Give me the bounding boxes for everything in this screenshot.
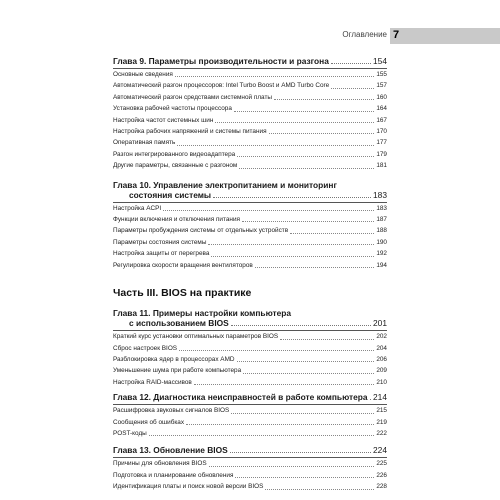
toc-entry[interactable] bbox=[113, 103, 387, 114]
toc-entry-page: 194 bbox=[376, 261, 387, 269]
toc-entry-page: 206 bbox=[376, 355, 387, 363]
toc-entry-title: POST-коды bbox=[113, 429, 147, 437]
toc-entry[interactable] bbox=[113, 481, 387, 492]
toc-entry-title: Другие параметры, связанные с разгоном bbox=[113, 162, 238, 170]
chapter-12 bbox=[113, 392, 387, 439]
chapter-page: 224 bbox=[373, 445, 387, 456]
toc-entry-page: 187 bbox=[376, 216, 387, 224]
toc-entry[interactable] bbox=[113, 237, 387, 248]
toc-entry-title: Настройка рабочих напряжений и системы питания bbox=[113, 128, 267, 136]
chapter-title-cont: с использованием BIOS bbox=[129, 318, 229, 329]
chapter-page: 183 bbox=[373, 189, 387, 200]
chapter-10-heading[interactable]: Глава 10. Управление электропитанием и мониторинг bbox=[113, 179, 337, 190]
toc-entry-title: Подготовка и планирование обновления bbox=[113, 471, 234, 479]
chapter-title-cont: состояния системы bbox=[129, 189, 212, 200]
chapter-11-heading-cont[interactable] bbox=[113, 318, 387, 328]
toc-entry[interactable] bbox=[113, 214, 387, 225]
toc-entry[interactable] bbox=[113, 160, 387, 171]
toc-entry-title: Сообщения об ошибках bbox=[113, 418, 185, 426]
leader-dots bbox=[211, 256, 374, 257]
chapter-11-heading[interactable]: Глава 11. Примеры настройки компьютера bbox=[113, 308, 292, 319]
leader-dots bbox=[208, 244, 374, 245]
toc-entry-page: 167 bbox=[376, 116, 387, 124]
chapter-10-heading-cont[interactable] bbox=[113, 190, 387, 200]
toc-entry-page: 219 bbox=[376, 418, 387, 426]
toc-entry-title: Автоматический разгон процессоров: Intel Turbo Boost и AMD Turbo Core bbox=[113, 82, 330, 90]
toc-entry-page: 179 bbox=[376, 150, 387, 158]
toc-entry-title: Идентификация платы и поиск новой версии BIOS bbox=[113, 483, 264, 491]
leader-dots bbox=[231, 413, 374, 414]
leader-dots bbox=[163, 210, 374, 211]
toc-entry-page: 164 bbox=[376, 105, 387, 113]
toc-entry-page: 177 bbox=[376, 139, 387, 147]
toc-entry-page: 192 bbox=[376, 250, 387, 258]
chapter-10 bbox=[113, 180, 387, 271]
toc-entry[interactable] bbox=[113, 377, 387, 388]
chapter-title: Глава 13. Обновление BIOS bbox=[113, 445, 228, 456]
chapter-page: 201 bbox=[373, 318, 387, 329]
toc-entry-title: Оперативная память bbox=[113, 139, 176, 147]
chapter-11-items bbox=[113, 331, 387, 388]
leader-dots bbox=[230, 452, 371, 453]
toc-entry-title: Параметры состояния системы bbox=[113, 238, 207, 246]
toc-entry[interactable] bbox=[113, 365, 387, 376]
toc-entry-page: 228 bbox=[376, 483, 387, 491]
toc-entry[interactable] bbox=[113, 80, 387, 91]
chapter-10-items bbox=[113, 203, 387, 271]
toc-entry[interactable] bbox=[113, 428, 387, 439]
toc-entry-title: Краткий курс установки оптимальных параметров BIOS bbox=[113, 333, 279, 341]
toc-entry-page: 170 bbox=[376, 128, 387, 136]
leader-dots bbox=[370, 399, 371, 400]
leader-dots bbox=[269, 133, 375, 134]
leader-dots bbox=[243, 373, 374, 374]
toc-entry-page: 181 bbox=[376, 162, 387, 170]
toc-entry-title: Настройка ACPI bbox=[113, 204, 162, 212]
chapter-11 bbox=[113, 308, 387, 388]
toc-entry-page: 183 bbox=[376, 204, 387, 212]
leader-dots bbox=[175, 76, 374, 77]
toc-entry-title: Расшифровка звуковых сигналов BIOS bbox=[113, 407, 230, 415]
toc-entry-title: Разгон интегрированного видеоадаптера bbox=[113, 150, 236, 158]
toc-entry-title: Функции включения и отключения питания bbox=[113, 216, 240, 224]
leader-dots bbox=[237, 361, 375, 362]
toc-entry-title: Сброс настроек BIOS bbox=[113, 344, 178, 352]
toc-entry-title: Основные сведения bbox=[113, 71, 173, 78]
page-header bbox=[0, 28, 500, 44]
leader-dots bbox=[149, 435, 375, 436]
leader-dots bbox=[265, 489, 374, 490]
leader-dots bbox=[331, 63, 371, 64]
leader-dots bbox=[242, 221, 374, 222]
toc-entry-page: 222 bbox=[376, 429, 387, 437]
page-number: 7 bbox=[393, 29, 400, 41]
toc-entry-page: 210 bbox=[376, 378, 387, 386]
chapter-13 bbox=[113, 445, 387, 492]
leader-dots bbox=[213, 197, 371, 198]
leader-dots bbox=[179, 350, 374, 351]
toc-entry-title: Параметры пробуждения системы от отдельных устройств bbox=[113, 227, 289, 235]
leader-dots bbox=[194, 384, 375, 385]
section-label: Оглавление bbox=[342, 30, 387, 39]
leader-dots bbox=[231, 325, 371, 326]
toc-entry-title: Установка рабочей частоты процессора bbox=[113, 105, 232, 113]
leader-dots bbox=[209, 466, 375, 467]
toc-entry[interactable] bbox=[113, 137, 387, 148]
chapter-page: 154 bbox=[373, 56, 387, 66]
toc-entry[interactable] bbox=[113, 149, 387, 160]
toc-entry-page: 215 bbox=[376, 407, 387, 415]
toc-entry-page: 155 bbox=[376, 71, 387, 78]
leader-dots bbox=[215, 122, 374, 123]
toc-entry-page: 190 bbox=[376, 238, 387, 246]
toc-entry[interactable] bbox=[113, 354, 387, 365]
toc-entry-title: Разблокировка ядер в процессорах AMD bbox=[113, 355, 235, 363]
leader-dots bbox=[331, 88, 374, 89]
toc-entry[interactable] bbox=[113, 248, 387, 259]
chapter-9 bbox=[113, 56, 387, 172]
chapter-13-heading[interactable] bbox=[113, 445, 387, 455]
leader-dots bbox=[274, 99, 374, 100]
toc-entry-page: 204 bbox=[376, 344, 387, 352]
toc-entry-title: Автоматический разгон средствами системной платы bbox=[113, 93, 272, 101]
toc-entry-title: Настройка частот системных шин bbox=[113, 116, 214, 124]
toc-entry-page: 157 bbox=[376, 82, 387, 90]
leader-dots bbox=[235, 477, 374, 478]
toc-entry[interactable] bbox=[113, 331, 387, 342]
toc-entry[interactable] bbox=[113, 203, 387, 214]
toc-entry-page: 188 bbox=[376, 227, 387, 235]
toc-entry[interactable] bbox=[113, 405, 387, 416]
toc-entry[interactable] bbox=[113, 69, 387, 80]
chapter-12-heading[interactable] bbox=[113, 392, 387, 402]
toc-entry[interactable] bbox=[113, 417, 387, 428]
chapter-9-heading[interactable] bbox=[113, 56, 387, 66]
toc-entry-title: Настройка RAID-массивов bbox=[113, 378, 192, 386]
part-title: Часть III. BIOS на практике bbox=[113, 287, 252, 300]
toc-entry-page: 160 bbox=[376, 93, 387, 101]
toc-entry-title: Причины для обновления BIOS bbox=[113, 460, 207, 468]
toc-entry-title: Регулировка скорости вращения вентиляторов bbox=[113, 261, 253, 269]
toc-entry[interactable] bbox=[113, 126, 387, 137]
toc-entry-title: Уменьшение шума при работе компьютера bbox=[113, 367, 242, 375]
leader-dots bbox=[280, 339, 374, 340]
chapter-title: Глава 12. Диагностика неисправностей в работе компьютера bbox=[113, 392, 368, 403]
toc-entry-page: 202 bbox=[376, 333, 387, 341]
toc-entry[interactable] bbox=[113, 115, 387, 126]
leader-dots bbox=[290, 233, 374, 234]
leader-dots bbox=[177, 145, 374, 146]
page-number-box bbox=[390, 28, 500, 44]
chapter-9-items bbox=[113, 69, 387, 172]
toc-entry[interactable] bbox=[113, 458, 387, 469]
leader-dots bbox=[237, 156, 374, 157]
chapter-13-items bbox=[113, 458, 387, 492]
chapter-12-items bbox=[113, 405, 387, 439]
leader-dots bbox=[186, 424, 374, 425]
chapter-title: Глава 9. Параметры производительности и разгона bbox=[113, 56, 329, 66]
chapter-page: 214 bbox=[373, 392, 387, 403]
toc-entry-page: 209 bbox=[376, 367, 387, 375]
toc-content bbox=[113, 56, 387, 493]
toc-entry-title: Настройка защиты от перегрева bbox=[113, 250, 210, 258]
toc-entry-page: 225 bbox=[376, 460, 387, 468]
toc-entry-page: 226 bbox=[376, 471, 387, 479]
toc-entry[interactable] bbox=[113, 92, 387, 103]
leader-dots bbox=[255, 267, 375, 268]
toc-entry[interactable] bbox=[113, 470, 387, 481]
toc-entry[interactable] bbox=[113, 343, 387, 354]
toc-entry[interactable] bbox=[113, 260, 387, 271]
leader-dots bbox=[234, 111, 374, 112]
leader-dots bbox=[239, 168, 374, 169]
toc-entry[interactable] bbox=[113, 225, 387, 236]
